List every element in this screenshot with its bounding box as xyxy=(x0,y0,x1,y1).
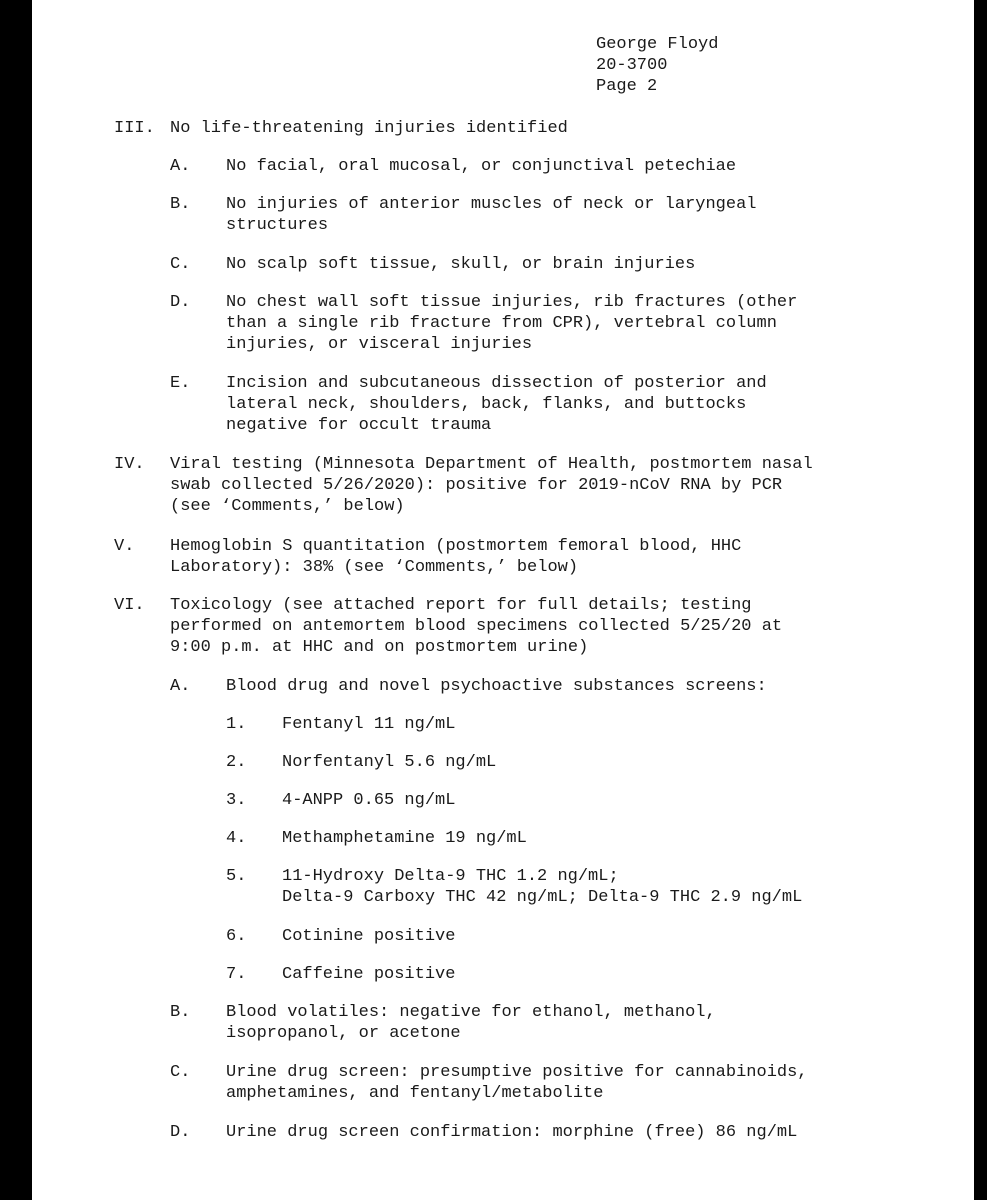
item-line: No scalp soft tissue, skull, or brain injuries xyxy=(226,255,696,274)
item-line: No facial, oral mucosal, or conjunctival petechiae xyxy=(226,157,737,176)
subitem-line: 4-ANPP 0.65 ng/mL xyxy=(282,791,456,810)
subitem-number: 1. xyxy=(226,715,247,734)
section-text xyxy=(170,454,886,517)
item-line: Urine drug screen: presumptive positive for cannabinoids, xyxy=(226,1063,808,1082)
subitem-text xyxy=(282,866,902,908)
item-line: No chest wall soft tissue injuries, rib fractures (other xyxy=(226,293,798,312)
item-line: No injuries of anterior muscles of neck or laryngeal xyxy=(226,195,757,214)
subitem-line: Fentanyl 11 ng/mL xyxy=(282,715,456,734)
item-text xyxy=(226,292,886,355)
section-line: 9:00 p.m. at HHC and on postmortem urine) xyxy=(170,638,589,657)
section-line: performed on antemortem blood specimens collected 5/25/20 at xyxy=(170,617,783,636)
item-line: lateral neck, shoulders, back, flanks, and buttocks xyxy=(226,395,747,414)
header-case-number: 20-3700 xyxy=(596,56,668,75)
subitem-line: Caffeine positive xyxy=(282,965,456,984)
subitem-text xyxy=(282,714,902,735)
item-line: Urine drug screen confirmation: morphine (free) 86 ng/mL xyxy=(226,1123,798,1142)
item-line: isopropanol, or acetone xyxy=(226,1024,461,1043)
subitem-line: Delta-9 Carboxy THC 42 ng/mL; Delta-9 THC 2.9 ng/mL xyxy=(282,888,803,907)
item-text xyxy=(226,156,886,177)
item-line: Blood drug and novel psychoactive substances screens: xyxy=(226,677,767,696)
section-line: Laboratory): 38% (see ‘Comments,’ below) xyxy=(170,558,579,577)
section-line: Hemoglobin S quantitation (postmortem femoral blood, HHC xyxy=(170,537,742,556)
section-line: Viral testing (Minnesota Department of Health, postmortem nasal xyxy=(170,455,813,474)
item-number: C. xyxy=(170,1063,191,1082)
subitem-line: Norfentanyl 5.6 ng/mL xyxy=(282,753,497,772)
header-page-number: Page 2 xyxy=(596,77,658,96)
section-number: III. xyxy=(114,119,155,138)
item-number: B. xyxy=(170,195,191,214)
item-line: amphetamines, and fentanyl/metabolite xyxy=(226,1084,604,1103)
item-number: E. xyxy=(170,374,191,393)
subitem-number: 5. xyxy=(226,867,247,886)
subitem-text xyxy=(282,790,902,811)
subitem-number: 6. xyxy=(226,927,247,946)
item-text xyxy=(226,676,886,697)
section-text xyxy=(170,595,886,658)
item-number: D. xyxy=(170,293,191,312)
section-number: VI. xyxy=(114,596,145,615)
item-line: injuries, or visceral injuries xyxy=(226,335,533,354)
item-line: negative for occult trauma xyxy=(226,416,492,435)
document-page xyxy=(32,0,974,1200)
item-line: than a single rib fracture from CPR), vertebral column xyxy=(226,314,777,333)
subitem-number: 7. xyxy=(226,965,247,984)
section-line: (see ‘Comments,’ below) xyxy=(170,497,405,516)
item-text xyxy=(226,1122,886,1143)
item-line: structures xyxy=(226,216,329,235)
item-line: Incision and subcutaneous dissection of posterior and xyxy=(226,374,767,393)
section-number: V. xyxy=(114,537,135,556)
item-text xyxy=(226,373,886,436)
item-number: D. xyxy=(170,1123,191,1142)
subitem-number: 4. xyxy=(226,829,247,848)
section-line: No life-threatening injuries identified xyxy=(170,119,568,138)
section-text xyxy=(170,536,886,578)
item-number: A. xyxy=(170,677,191,696)
item-number: A. xyxy=(170,157,191,176)
section-line: swab collected 5/26/2020): positive for 2019-nCoV RNA by PCR xyxy=(170,476,783,495)
subitem-text xyxy=(282,828,902,849)
subitem-line: 11-Hydroxy Delta-9 THC 1.2 ng/mL; xyxy=(282,867,619,886)
item-text xyxy=(226,254,886,275)
page-header xyxy=(596,34,718,97)
subitem-text xyxy=(282,926,902,947)
subitem-number: 3. xyxy=(226,791,247,810)
header-name: George Floyd xyxy=(596,35,719,54)
item-text xyxy=(226,194,886,236)
item-number: B. xyxy=(170,1003,191,1022)
item-number: C. xyxy=(170,255,191,274)
subitem-line: Cotinine positive xyxy=(282,927,456,946)
section-line: Toxicology (see attached report for full details; testing xyxy=(170,596,752,615)
subitem-text xyxy=(282,752,902,773)
item-line: Blood volatiles: negative for ethanol, methanol, xyxy=(226,1003,716,1022)
section-text xyxy=(170,118,886,139)
item-text xyxy=(226,1062,886,1104)
item-text xyxy=(226,1002,886,1044)
subitem-number: 2. xyxy=(226,753,247,772)
subitem-text xyxy=(282,964,902,985)
section-number: IV. xyxy=(114,455,145,474)
subitem-line: Methamphetamine 19 ng/mL xyxy=(282,829,527,848)
